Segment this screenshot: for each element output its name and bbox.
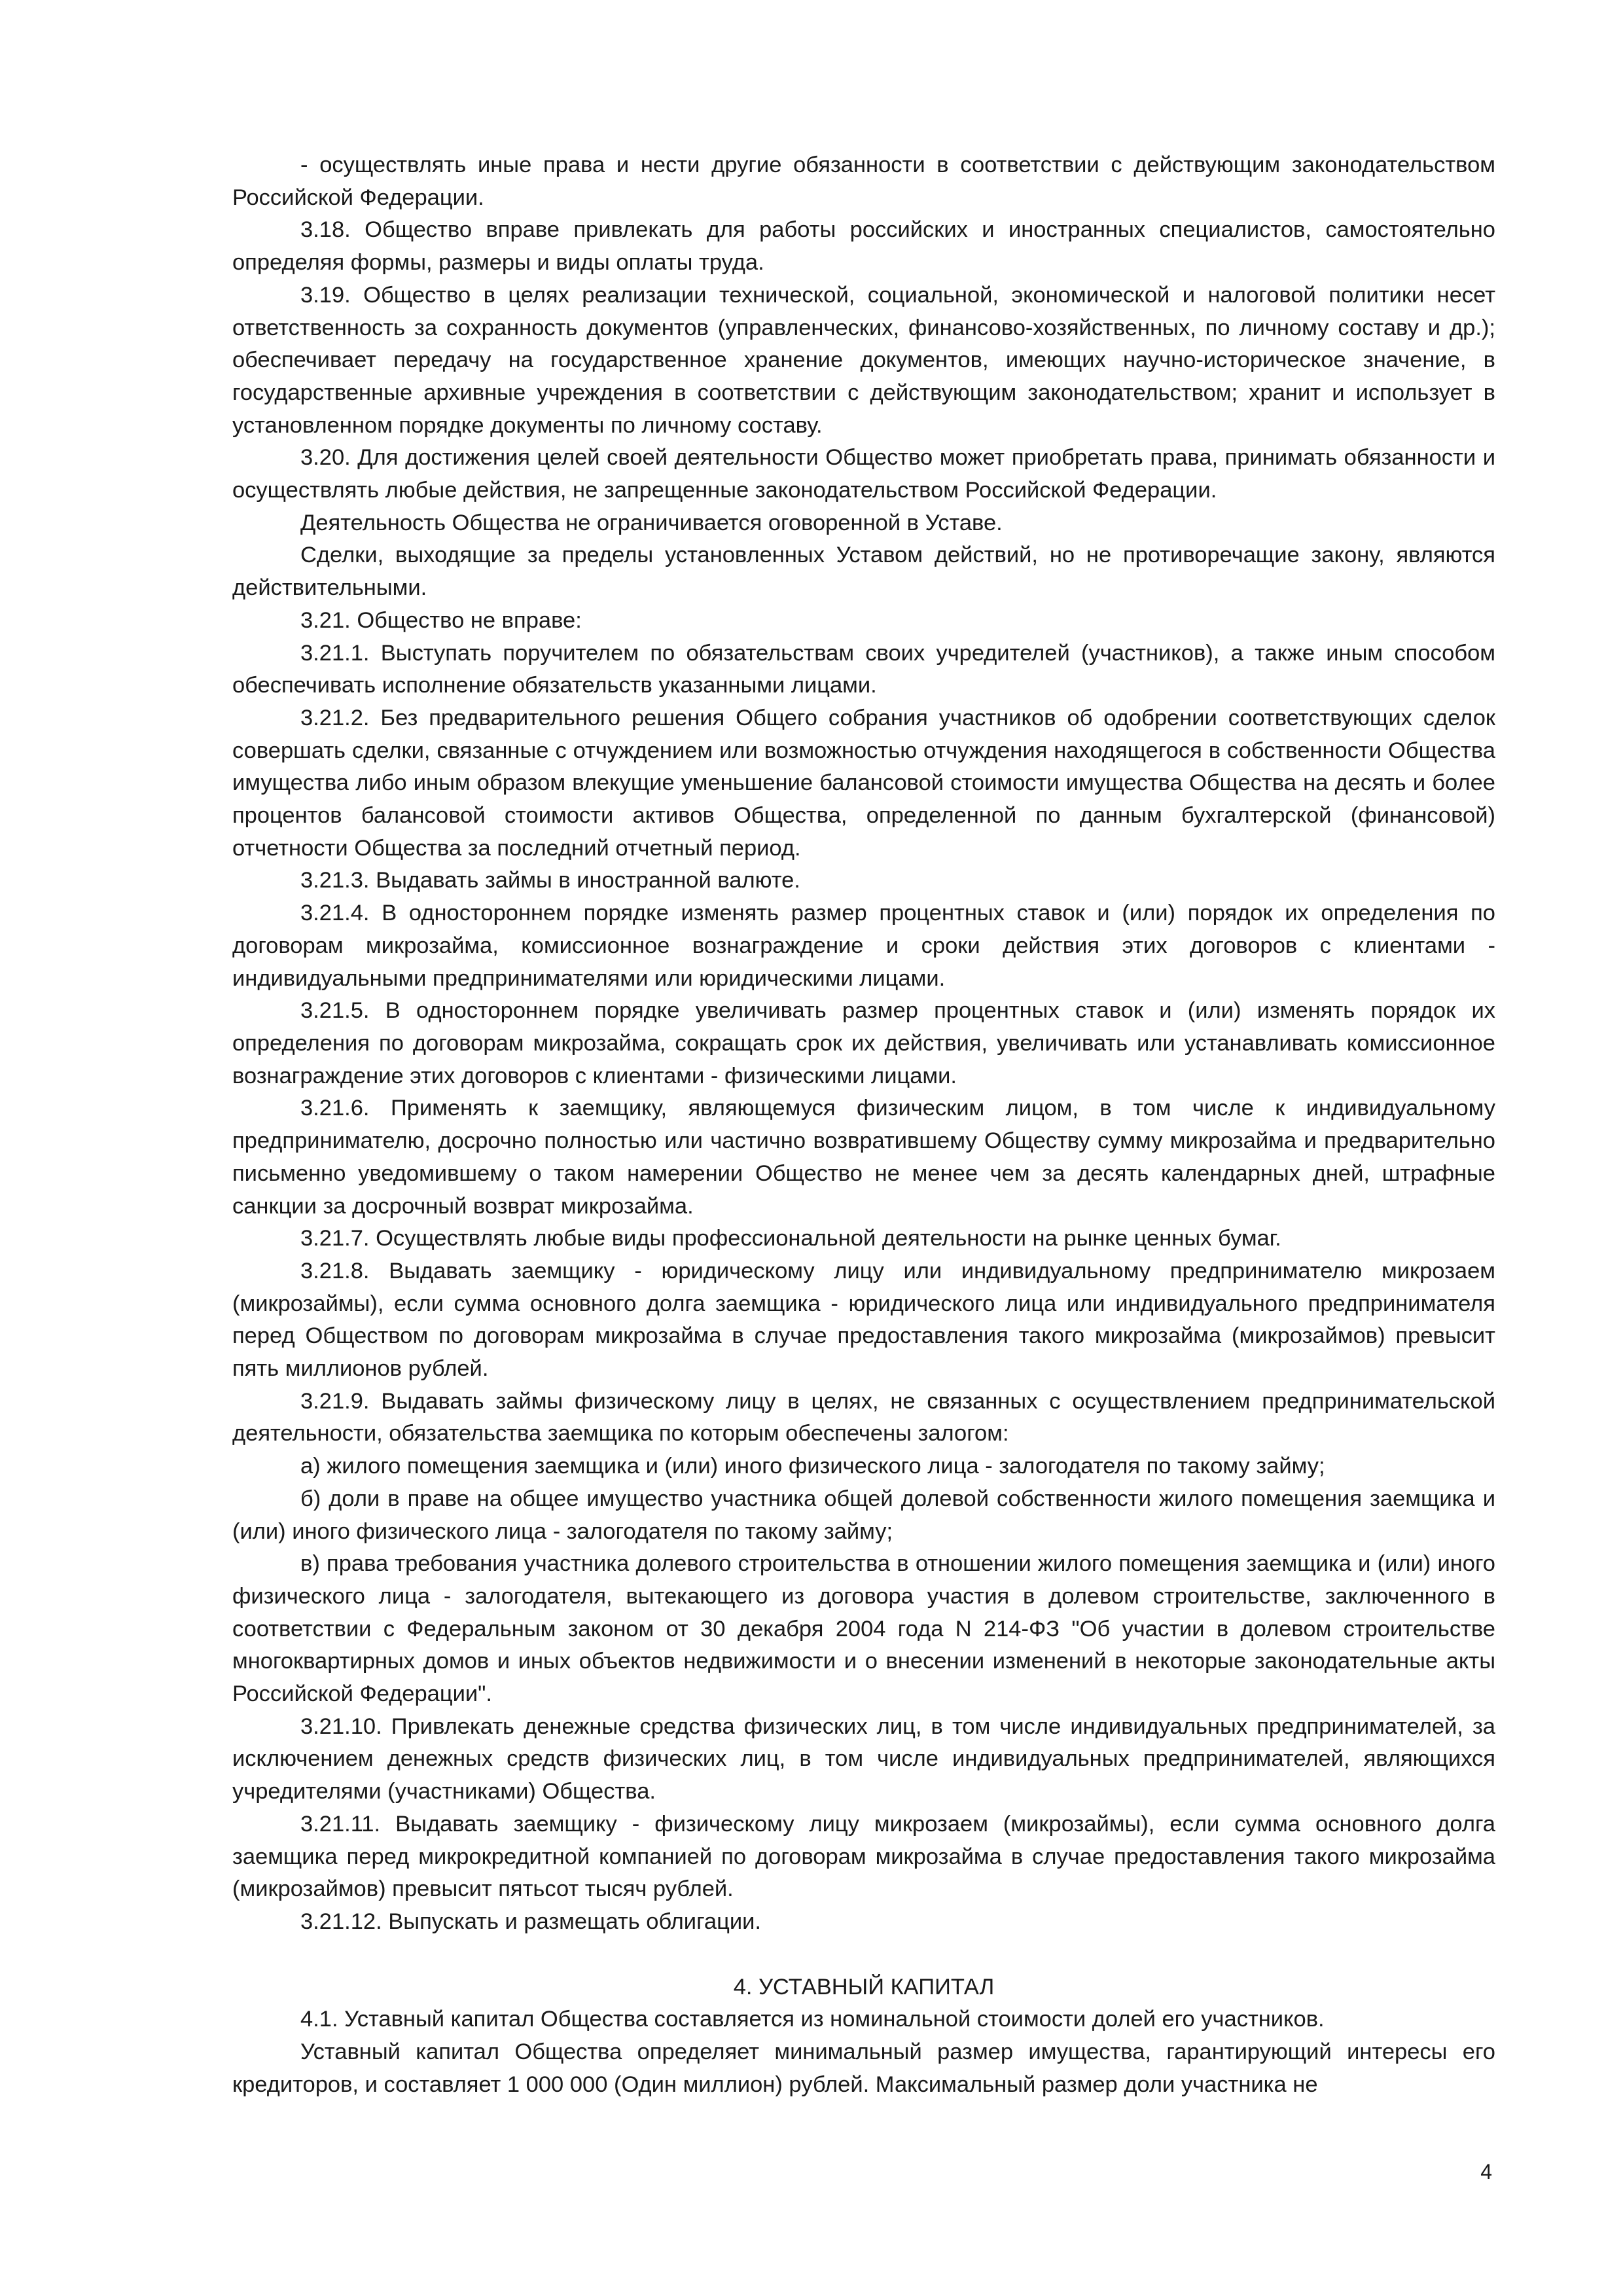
paragraph-rights-obligations: - осуществлять иные права и нести другие обязанности в соответствии с действующим законодательством Российской Федерации. <box>232 152 1495 210</box>
paragraph-3-21-9: 3.21.9. Выдавать займы физическому лицу в целях, не связанных с осуществлением предпринимательской деятельности, обязательства заемщика по которым обеспечены залогом: <box>232 1388 1495 1446</box>
paragraph-3-21-3: 3.21.3. Выдавать займы в иностранной валюте. <box>300 868 800 893</box>
paragraph-3-21-7: 3.21.7. Осуществлять любые виды профессиональной деятельности на рынке ценных бумаг. <box>300 1226 1281 1251</box>
paragraph-3-21-6: 3.21.6. Применять к заемщику, являющемуся физическим лицом, в том числе к индивидуальному предпринимателю, досрочно полностью или частично возвратившему Обществу сумму микрозайма и предварительно письменно уведомившему о таком намерении Общество не менее чем за десять календарных дней, штрафные санкции за досрочный возврат микрозайма. <box>232 1096 1495 1219</box>
paragraph-3-21-4: 3.21.4. В одностороннем порядке изменять размер процентных ставок и (или) порядок их определения по договорам микрозайма, комиссионное вознаграждение и сроки действия этих договоров с клиентами - индивидуальными предпринимателями или юридическими лицами. <box>232 901 1495 991</box>
paragraph-activity-unlimited: Деятельность Общества не ограничивается оговоренной в Уставе. <box>300 510 1003 535</box>
paragraph-3-21-9-c: в) права требования участника долевого строительства в отношении жилого помещения заемщика и (или) иного физического лица - залогодателя, вытекающего из договора участия в долевом строительстве, заключенного в соответствии с Федеральным законом от 30 декабря 2004 года N 214-ФЗ "Об участии в долевом строительстве многоквартирных домов и иных объектов недвижимости и о внесении изменений в некоторые законодательные акты Российской Федерации". <box>232 1551 1495 1707</box>
paragraph-3-21-2: 3.21.2. Без предварительного решения Общего собрания участников об одобрении соответствующих сделок совершать сделки, связанные с отчуждением или возможностью отчуждения находящегося в собственности Общества имущества либо иным образом влекущие уменьшение балансовой стоимости имущества Общества на десять и более процентов балансовой стоимости активов Общества, определенной по данным бухгалтерской (финансовой) отчетности Общества за последний отчетный период. <box>232 705 1495 861</box>
paragraph-3-21-5: 3.21.5. В одностороннем порядке увеличивать размер процентных ставок и (или) изменять порядок их определения по договорам микрозайма, сокращать срок их действия, увеличивать или устанавливать комиссионное вознаграждение этих договоров с клиентами - физическими лицами. <box>232 998 1495 1088</box>
paragraph-3-18: 3.18. Общество вправе привлекать для работы российских и иностранных специалистов, самостоятельно определяя формы, размеры и виды оплаты труда. <box>232 217 1495 276</box>
paragraph-3-21-9-a: а) жилого помещения заемщика и (или) иного физического лица - залогодателя по такому займу; <box>300 1454 1325 1479</box>
paragraph-4-1: 4.1. Уставный капитал Общества составляется из номинальной стоимости долей его участников. <box>300 2007 1325 2032</box>
paragraph-3-21-10: 3.21.10. Привлекать денежные средства физических лиц, в том числе индивидуальных предпринимателей, за исключением денежных средств физических лиц, в том числе индивидуальных предпринимателей, являющихся учредителями (участниками) Общества. <box>232 1713 1495 1804</box>
section-heading-authorized-capital: 4. УСТАВНЫЙ КАПИТАЛ <box>733 1974 995 2000</box>
paragraph-transactions-valid: Сделки, выходящие за пределы установленных Уставом действий, но не противоречащие закону, являются действительными. <box>232 543 1495 601</box>
paragraph-capital-amount: Уставный капитал Общества определяет минимальный размер имущества, гарантирующий интересы его кредиторов, и составляет 1 000 000 (Один миллион) рублей. Максимальный размер доли участника не <box>232 2039 1495 2097</box>
document-page <box>232 149 1495 2101</box>
page-number: 4 <box>1480 2160 1492 2183</box>
paragraph-3-19: 3.19. Общество в целях реализации технической, социальной, экономической и налоговой политики несет ответственность за сохранность документов (управленческих, финансово-хозяйственных, по личному составу и др.); обеспечивает передачу на государственное хранение документов, имеющих научно-историческое значение, в государственные архивные учреждения в соответствии с действующим законодательством; хранит и использует в установленном порядке документы по личному составу. <box>232 282 1495 438</box>
paragraph-3-21-1: 3.21.1. Выступать поручителем по обязательствам своих учредителей (участников), а также иным способом обеспечивать исполнение обязательств указанными лицами. <box>232 640 1495 698</box>
paragraph-3-21-11: 3.21.11. Выдавать заемщику - физическому лицу микрозаем (микрозаймы), если сумма основного долга заемщика перед микрокредитной компанией по договорам микрозайма в случае предоставления такого микрозайма (микрозаймов) превысит пятьсот тысяч рублей. <box>232 1811 1495 1902</box>
paragraph-3-21-12: 3.21.12. Выпускать и размещать облигации. <box>300 1909 761 1934</box>
paragraph-3-21: 3.21. Общество не вправе: <box>300 607 582 633</box>
paragraph-3-21-8: 3.21.8. Выдавать заемщику - юридическому лицу или индивидуальному предпринимателю микрозаем (микрозаймы), если сумма основного долга заемщика - юридического лица или индивидуального предпринимателя перед Обществом по договорам микрозайма в случае предоставления такого микрозайма (микрозаймов) превысит пять миллионов рублей. <box>232 1258 1495 1382</box>
paragraph-3-21-9-b: б) доли в праве на общее имущество участника общей долевой собственности жилого помещения заемщика и (или) иного физического лица - залогодателя по такому займу; <box>232 1486 1495 1544</box>
paragraph-3-20: 3.20. Для достижения целей своей деятельности Общество может приобретать права, принимать обязанности и осуществлять любые действия, не запрещенные законодательством Российской Федерации. <box>232 445 1495 503</box>
